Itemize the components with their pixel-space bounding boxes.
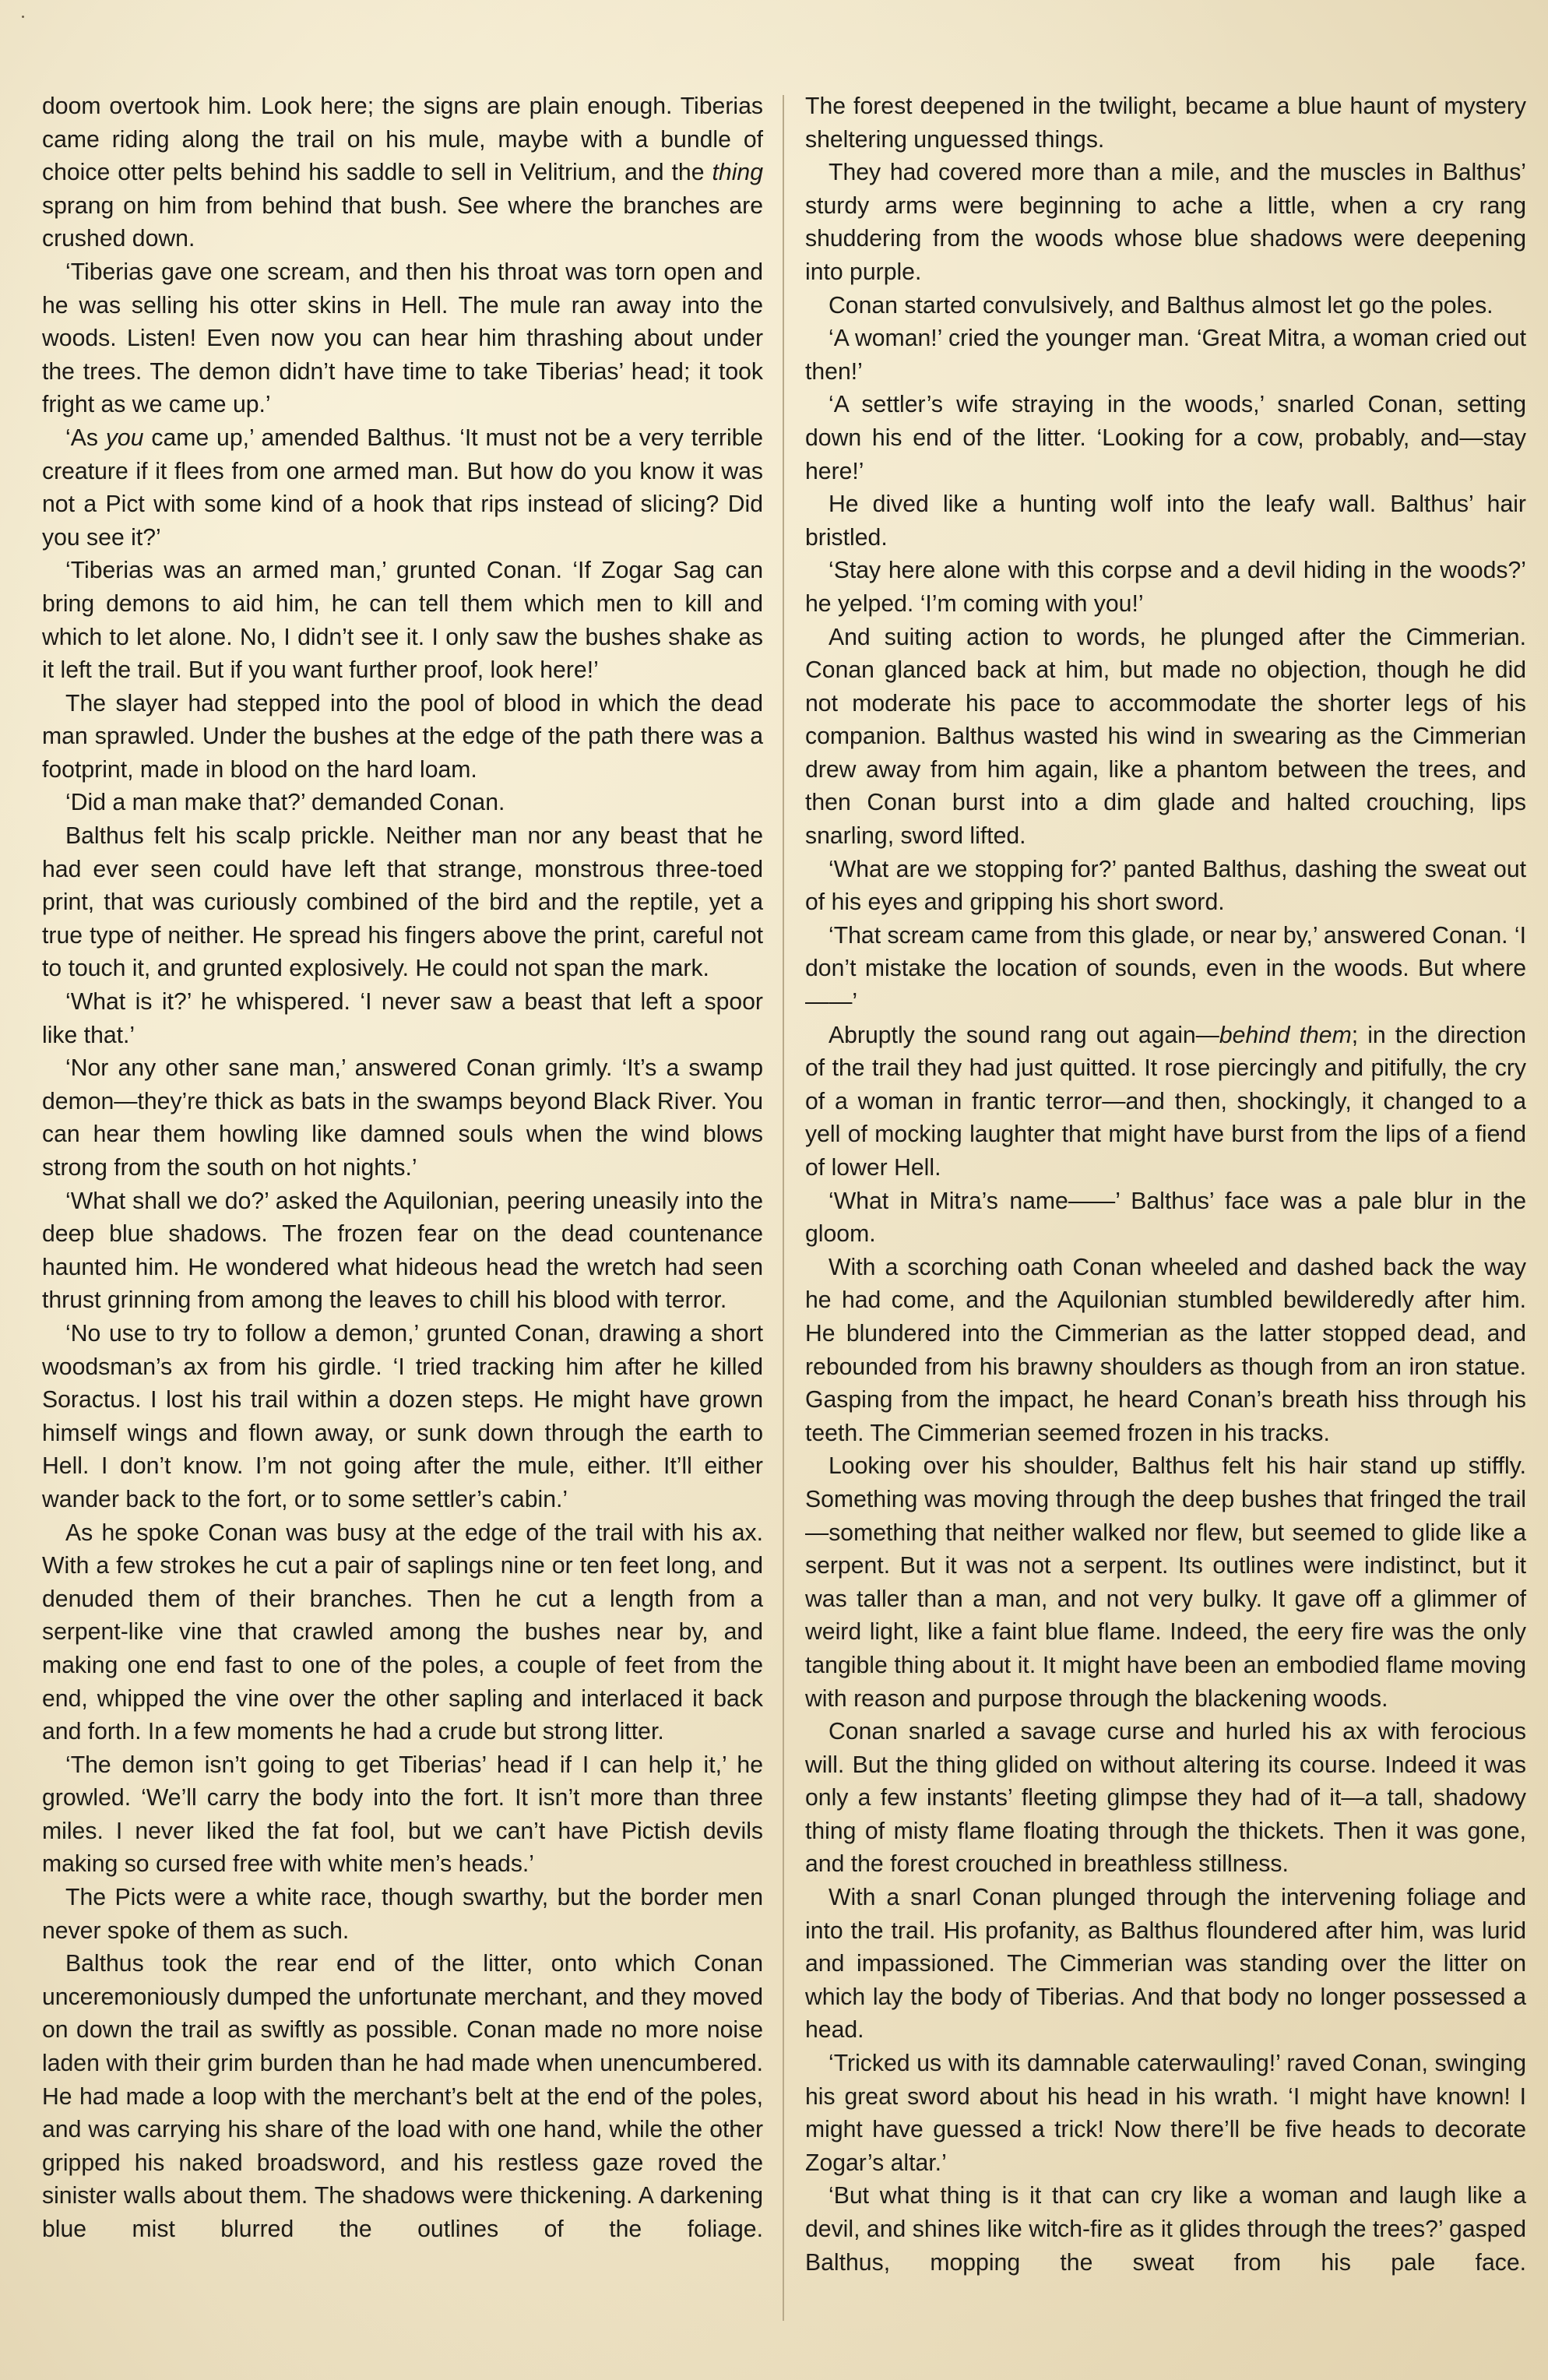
right-column [805, 90, 1526, 2280]
paragraph [42, 90, 763, 256]
emphasis-text: thing [712, 160, 763, 186]
paragraph: Conan snarled a savage curse and hurled his ax with ferocious will. But the thing glided on without altering its course. Indeed it was only a few instants’ fleeting glimpse they had of it—a tall, shadowy thing of misty flame floating through the thickets. Then it was gone, and the forest crouched in breathless stillness. [805, 1719, 1526, 1878]
paragraph: The forest deepened in the twilight, became a blue haunt of mystery sheltering unguessed things. [805, 93, 1526, 153]
paragraph: ‘What is it?’ he whispered. ‘I never saw a beast that left a spoor like that.’ [42, 989, 763, 1048]
left-column [42, 90, 763, 2247]
emphasis-text: behind them [1219, 1022, 1352, 1048]
paragraph [805, 1019, 1526, 1185]
paragraph: ‘A settler’s wife straying in the woods,’ snarled Conan, setting down his end of the litter. ‘Looking for a cow, probably, and—stay here!’ [805, 392, 1526, 484]
paragraph: ‘Tiberias was an armed man,’ grunted Conan. ‘If Zogar Sag can bring demons to aid him, he can tell them which men to kill and which to let alone. No, I didn’t see it. I only saw the bushes shake as it left the trail. But if you want further proof, look here!’ [42, 558, 763, 684]
paragraph: Balthus took the rear end of the litter, onto which Conan unceremoniously dumped the unfortunate merchant, and they moved on down the trail as swiftly as possible. Conan made no more noise laden with their grim burden than he had made when unencumbered. He had made a loop with the merchant’s belt at the end of the poles, and was carrying his share of the load with one hand, while the other gripped his naked broadsword, and his restless gaze roved the sinister walls about them. The shadows were thickening. A darkening blue mist blurred the outlines of the foliage. [42, 1951, 763, 2242]
paragraph: ‘Did a man make that?’ demanded Conan. [65, 790, 505, 816]
paragraph: ‘The demon isn’t going to get Tiberias’ head if I can help it,’ he growled. ‘We’ll carry the body into the fort. It isn’t more than three miles. I never liked the fat fool, but we can’t have Pictish devils making so cursed free with white men’s heads.’ [42, 1752, 763, 1878]
paragraph-text: ; in the direction of the trail they had just quitted. It rose piercingly and pitifully, the cry of a woman in frantic terror—and then, shockingly, it changed to a yell of mocking laughter that might have burst from the lips of a fiend of lower Hell. [805, 1022, 1526, 1181]
paragraph: ‘Tiberias gave one scream, and then his throat was torn open and he was selling his otter skins in Hell. The mule ran away into the woods. Listen! Even now you can hear him thrashing about under the trees. The demon didn’t have time to take Tiberias’ head; it took fright as we came up.’ [42, 259, 763, 418]
paragraph-text: Abruptly the sound rang out again— [829, 1022, 1219, 1048]
paragraph: And suiting action to words, he plunged after the Cimmerian. Conan glanced back at him, but made no objection, though he did not moderate his pace to accommodate the shorter legs of his companion. Balthus wasted his wind in swearing as the Cimmerian drew away from him again, like a phantom between the trees, and then Conan burst into a dim glade and halted crouching, lips snarling, sword lifted. [805, 624, 1526, 850]
paragraph: They had covered more than a mile, and the muscles in Balthus’ sturdy arms were beginning to ache a little, when a cry rang shuddering from the woods whose blue shadows were deepening into purple. [805, 160, 1526, 285]
paragraph: With a snarl Conan plunged through the intervening foliage and into the trail. His profanity, as Balthus floundered after him, was lurid and impassioned. The Cimmerian was standing over the litter on which lay the body of Tiberias. And that body no longer possessed a head. [805, 1885, 1526, 2044]
paragraph [42, 422, 763, 555]
paragraph: ‘Tricked us with its damnable caterwauling!’ raved Conan, swinging his great sword about his head in his wrath. ‘I might have known! I might have guessed a trick! Now there’ll be five heads to decorate Zogar’s altar.’ [805, 2051, 1526, 2176]
paragraph: ‘Nor any other sane man,’ answered Conan grimly. ‘It’s a swamp demon—they’re thick as bats in the swamps beyond Black River. You can hear them howling like damned souls when the wind blows strong from the south on hot nights.’ [42, 1055, 763, 1181]
paragraph: He dived like a hunting wolf into the leafy wall. Balthus’ hair bristled. [805, 491, 1526, 551]
paragraph-text: came up,’ amended Balthus. ‘It must not be a very terrible creature if it flees from one armed man. But how do you know it was not a Pict with some kind of a hook that rips instead of slicing? Did you see it?’ [42, 424, 763, 551]
paragraph-text: doom overtook him. Look here; the signs are plain enough. Tiberias came riding along the trail on his mule, maybe with a bundle of choice otter pelts behind his saddle to sell in Velitrium, and the [42, 93, 763, 186]
column-divider [783, 95, 784, 2321]
paragraph: ‘Stay here alone with this corpse and a devil hiding in the woods?’ he yelped. ‘I’m coming with you!’ [805, 558, 1526, 617]
paragraph: ‘What shall we do?’ asked the Aquilonian, peering uneasily into the deep blue shadows. The frozen fear on the dead countenance haunted him. He wondered what hideous head the wretch had seen thrust grinning from among the leaves to chill his blood with terror. [42, 1188, 763, 1314]
paragraph: Conan started convulsively, and Balthus almost let go the poles. [829, 292, 1493, 319]
paragraph: ‘What are we stopping for?’ panted Balthus, dashing the sweat out of his eyes and gripping his short sword. [805, 856, 1526, 916]
paragraph: With a scorching oath Conan wheeled and dashed back the way he had come, and the Aquilonian stumbled bewilderedly after him. He blundered into the Cimmerian as the latter stopped dead, and rebounded from his brawny shoulders as though from an iron statue. Gasping from the impact, he heard Conan’s breath hiss through his teeth. The Cimmerian seemed frozen in his tracks. [805, 1254, 1526, 1446]
paper-speck [22, 16, 24, 18]
paragraph-text: sprang on him from behind that bush. See where the branches are crushed down. [42, 192, 763, 252]
paragraph: ‘No use to try to follow a demon,’ grunted Conan, drawing a short woodsman’s ax from his girdle. ‘I tried tracking him after he killed Soractus. I lost his trail within a dozen steps. He might have grown himself wings and flown away, or sunk down through the earth to Hell. I don’t know. I’m not going after the mule, either. It’ll either wander back to the fort, or to some settler’s cabin.’ [42, 1320, 763, 1512]
paragraph: ‘But what thing is it that can cry like a woman and laugh like a devil, and shines like witch-fire as it glides through the trees?’ gasped Balthus, mopping the sweat from his pale face. [805, 2183, 1526, 2276]
paragraph-text: ‘As [65, 424, 106, 451]
emphasis-text: you [105, 424, 144, 451]
paragraph: As he spoke Conan was busy at the edge of the trail with his ax. With a few strokes he cut a pair of saplings nine or ten feet long, and denuded them of their branches. Then he cut a length from a serpent-like vine that crawled among the bushes near by, and making one end fast to one of the poles, a couple of feet from the end, whipped the vine over the other sapling and interlaced it back and forth. In a few moments he had a crude but strong litter. [42, 1519, 763, 1745]
paragraph: ‘That scream came from this glade, or near by,’ answered Conan. ‘I don’t mistake the location of sounds, even in the woods. But where——’ [805, 922, 1526, 1016]
paragraph: The slayer had stepped into the pool of blood in which the dead man sprawled. Under the bushes at the edge of the path there was a footprint, made in blood on the hard loam. [42, 690, 763, 783]
paragraph: The Picts were a white race, though swarthy, but the border men never spoke of them as such. [42, 1885, 763, 1944]
paragraph: Looking over his shoulder, Balthus felt his hair stand up stiffly. Something was moving through the deep bushes that fringed the trail—something that neither walked nor flew, but seemed to glide like a serpent. But it was not a serpent. Its outlines were indistinct, but it was taller than a man, and not very bulky. It gave off a glimmer of weird light, like a faint blue flame. Indeed, the eery fire was the only tangible thing about it. It might have been an embodied flame moving with reason and purpose through the blackening woods. [805, 1453, 1526, 1712]
paragraph: ‘A woman!’ cried the younger man. ‘Great Mitra, a woman cried out then!’ [805, 326, 1526, 385]
paragraph: Balthus felt his scalp prickle. Neither man nor any beast that he had ever seen could have left that strange, monstrous three-toed print, that was curiously combined of the bird and the reptile, yet a true type of neither. He spread his fingers above the print, careful not to touch it, and grunted explosively. He could not span the mark. [42, 823, 763, 982]
paragraph: ‘What in Mitra’s name——’ Balthus’ face was a pale blur in the gloom. [805, 1188, 1526, 1248]
